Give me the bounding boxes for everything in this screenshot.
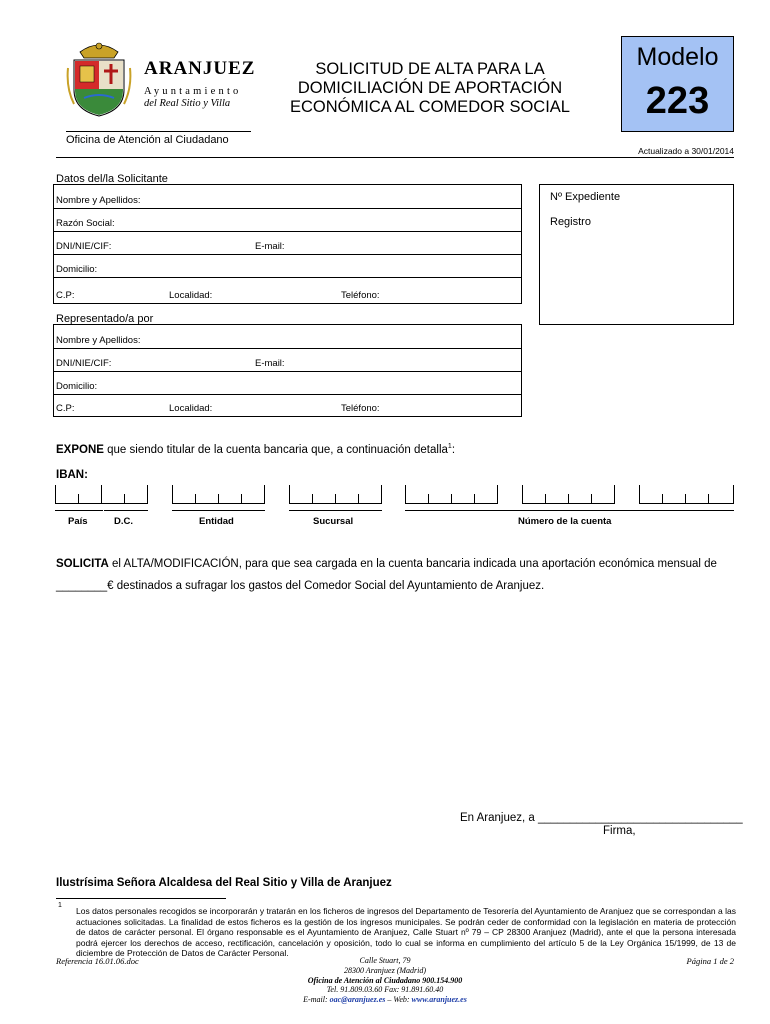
- field-label: Domicilio:: [56, 264, 98, 275]
- footer-street: Calle Stuart, 79: [359, 956, 411, 965]
- model-word: Modelo: [636, 43, 719, 71]
- field-label: Teléfono:: [341, 403, 380, 414]
- town-name: ARANJUEZ: [144, 58, 256, 79]
- applicant-company-field[interactable]: [54, 209, 521, 232]
- expone-keyword: EXPONE: [56, 443, 104, 456]
- registry-label: Registro: [550, 216, 591, 228]
- iban-underline-entidad: [172, 510, 265, 511]
- footer-email-label: E-mail:: [303, 995, 328, 1005]
- iban-cuenta-label: Número de la cuenta: [518, 516, 612, 527]
- iban-underline-pais: [55, 510, 103, 511]
- signature-label: Firma,: [603, 825, 636, 837]
- iban-label: IBAN:: [56, 469, 88, 481]
- applicant-name-field[interactable]: [54, 185, 521, 209]
- field-label: DNI/NIE/CIF:: [56, 241, 112, 252]
- document-reference: Referencia 16.01.06.doc: [56, 956, 139, 966]
- applicant-address-field[interactable]: [54, 255, 521, 278]
- solicita-statement: [56, 553, 736, 597]
- footer-phones: Tel. 91.809.03.60 Fax: 91.891.60.40: [326, 985, 444, 995]
- footer-address: [240, 956, 530, 1005]
- field-label: Domicilio:: [56, 381, 98, 392]
- representative-address-field[interactable]: [54, 372, 521, 395]
- applicant-box: [53, 184, 522, 304]
- file-number-box[interactable]: [539, 184, 734, 325]
- iban-entidad-label: Entidad: [199, 516, 234, 527]
- footer-email-link[interactable]: oac@aranjuez.es: [329, 995, 386, 1005]
- footnote-ref: 1: [447, 443, 452, 450]
- field-label: Localidad:: [169, 290, 213, 301]
- place-date-line[interactable]: En Aranjuez, a ________________________________: [460, 812, 743, 824]
- iban-underline-sucursal: [289, 510, 382, 511]
- iban-boxes-cuenta-3[interactable]: [639, 486, 734, 504]
- iban-boxes-cuenta-2[interactable]: [522, 486, 615, 504]
- field-label: C.P:: [56, 290, 75, 301]
- town-subtitle-2: del Real Sitio y Villa: [144, 98, 231, 109]
- applicant-id-email-field[interactable]: [54, 232, 521, 255]
- footnote-mark: 1: [58, 902, 62, 909]
- footnote-divider: [56, 898, 226, 899]
- addressee: Ilustrísima Señora Alcaldesa del Real Sitio y Villa de Aranjuez: [56, 877, 392, 889]
- footer-contact: [240, 995, 530, 1005]
- coat-of-arms-logo: [66, 38, 132, 120]
- field-label: Nombre y Apellidos:: [56, 335, 141, 346]
- page-number: Página 1 de 2: [686, 956, 734, 966]
- expone-text: que siendo titular de la cuenta bancaria que, a continuación detalla: [103, 443, 448, 456]
- field-label: DNI/NIE/CIF:: [56, 358, 112, 369]
- footnote-text: Los datos personales recogidos se incorporarán y tratarán en los ficheros de ingresos del Departamento de Tesorería del Ayuntamiento de Aranjuez que se correspondan a las actuaciones solicitadas. La finalidad de estos ficheros es la gestión de los ingresos municipales. Se podrán ceder de conformidad con la legislación en materia de protección de datos de carácter personal. El órgano responsable es el Ayuntamiento de Aranjuez, Calle Stuart nº 79 – CP 28300 Aranjuez (Madrid), ante el que la persona interesada podrá ejercer los derechos de acceso, rectificación, cancelación y oposición, todo lo cual se informa en cumplimiento del artículo 5 de la Ley Orgánica 15/1999, de 13 de diciembre de Protección de Datos de Carácter Personal.: [76, 906, 736, 958]
- field-label: C.P:: [56, 403, 75, 414]
- representative-id-email-field[interactable]: [54, 349, 521, 372]
- iban-underline-dc: [104, 510, 148, 511]
- footer-web-link[interactable]: www.aranjuez.es: [411, 995, 467, 1005]
- field-label: Teléfono:: [341, 290, 380, 301]
- updated-date: Actualizado a 30/01/2014: [638, 146, 734, 156]
- town-subtitle: Ayuntamiento: [144, 86, 242, 97]
- file-number-label: Nº Expediente: [550, 191, 621, 203]
- form-title-line-2: DOMICILIACIÓN DE APORTACIÓN: [297, 79, 563, 97]
- iban-sucursal-label: Sucursal: [313, 516, 354, 527]
- field-label: Nombre y Apellidos:: [56, 195, 141, 206]
- model-number: 223: [645, 80, 710, 122]
- iban-boxes-entidad[interactable]: [172, 486, 265, 504]
- field-label: E-mail:: [255, 241, 285, 252]
- office-label: Oficina de Atención al Ciudadano: [66, 134, 229, 146]
- footer-office: Oficina de Atención al Ciudadano 900.154.900: [307, 975, 463, 985]
- solicita-text: el ALTA/MODIFICACIÓN, para que sea cargada en la cuenta bancaria indicada una aportación económica mensual de ________€ destinados a sufragar los gastos del Comedor Social del Ayuntamiento de Aranjuez.: [56, 558, 717, 592]
- office-divider: [66, 131, 251, 132]
- form-title-line-1: SOLICITUD DE ALTA PARA LA: [315, 60, 545, 78]
- expone-statement: [56, 443, 455, 456]
- applicant-section-title: Datos del/la Solicitante: [56, 173, 168, 185]
- iban-boxes-sucursal[interactable]: [289, 486, 382, 504]
- representative-section-title: Representado/a por: [56, 313, 154, 325]
- model-box: [621, 36, 734, 132]
- solicita-keyword: SOLICITA: [56, 558, 109, 570]
- expone-end: :: [451, 443, 456, 456]
- iban-underline-cuenta: [405, 510, 734, 511]
- iban-pais-label: País: [68, 516, 88, 527]
- field-label: E-mail:: [255, 358, 285, 369]
- representative-cp-locality-phone-field[interactable]: [54, 395, 521, 416]
- header-divider: [56, 157, 734, 158]
- footer-city: 28300 Aranjuez (Madrid): [343, 965, 427, 975]
- footer-web-label: – Web:: [387, 995, 410, 1005]
- form-title-line-3: ECONÓMICA AL COMEDOR SOCIAL: [290, 98, 570, 116]
- field-label: Razón Social:: [56, 218, 115, 229]
- applicant-cp-locality-phone-field[interactable]: [54, 278, 521, 303]
- iban-dc-label: D.C.: [114, 516, 133, 527]
- representative-name-field[interactable]: [54, 325, 521, 349]
- form-title: [262, 60, 598, 117]
- iban-boxes-pais-dc[interactable]: [55, 486, 148, 504]
- iban-boxes-cuenta-1[interactable]: [405, 486, 498, 504]
- representative-box: [53, 324, 522, 417]
- field-label: Localidad:: [169, 403, 213, 414]
